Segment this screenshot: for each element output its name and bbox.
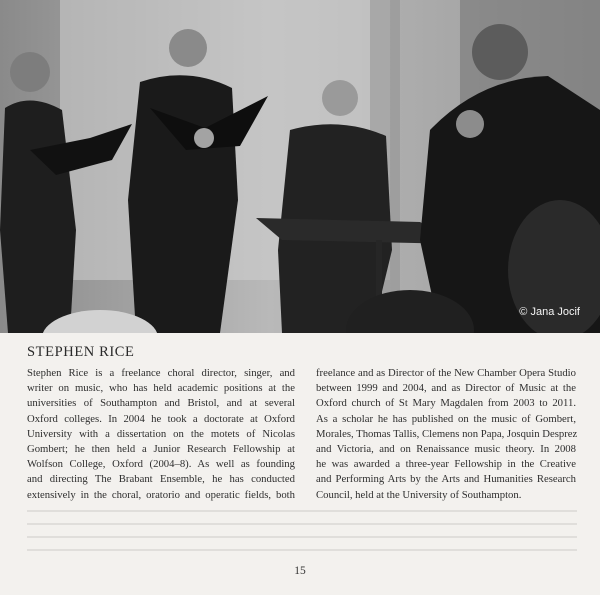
text-line: and directing The Brabant Ensemble, he has conducted <box>27 473 295 486</box>
text-line: Gombert; he then held a Junior Research Fellowship at <box>27 443 295 456</box>
photo-credit: © Jana Jocif <box>519 306 580 318</box>
text-line: As a scholar he has published on the music of Gombert, <box>316 412 576 425</box>
text-line: between 1999 and 2004, and as Director of Music at the <box>316 382 576 395</box>
text-line: and Victoria, and on Renaissance music theory. In 2008 <box>316 443 576 456</box>
article-heading: STEPHEN RICE <box>27 344 135 360</box>
page-number: 15 <box>294 565 306 577</box>
biography-column-right <box>316 366 576 503</box>
text-line: he was awarded a three-year Fellowship in the Creative <box>316 458 576 471</box>
text-line: Stephen Rice is a freelance choral director, singer, and <box>27 367 295 379</box>
text-line: Council, held at the University of Southampton. <box>316 488 522 501</box>
text-line: Oxford church of St Mary Magdalen from 2003 to 2011. <box>316 397 576 410</box>
text-line: extensively in the choral, oratorio and operatic fields, both <box>27 488 295 501</box>
text-line: and Performing Arts by the Arts and Humanities Research <box>316 473 576 486</box>
text-line: Morales, Thomas Tallis, Clemens non Papa, Josquin Desprez <box>316 427 578 440</box>
text-line: University with a dissertation on the motets of Nicolas <box>27 427 295 440</box>
text-line: universities of Southampton and Bristol, and at several <box>27 397 295 410</box>
text-line: Oxford colleges. In 2004 he took a doctorate at Oxford <box>27 412 295 425</box>
show-through-text <box>27 510 577 556</box>
text-line: freelance and as Director of the New Chamber Opera Studio <box>316 367 576 379</box>
text-line: Wolfson College, Oxford (2004–8). As well as founding <box>27 458 295 471</box>
biography-column-left <box>27 366 295 503</box>
text-line: writer on music, who has held academic positions at the <box>27 382 295 395</box>
